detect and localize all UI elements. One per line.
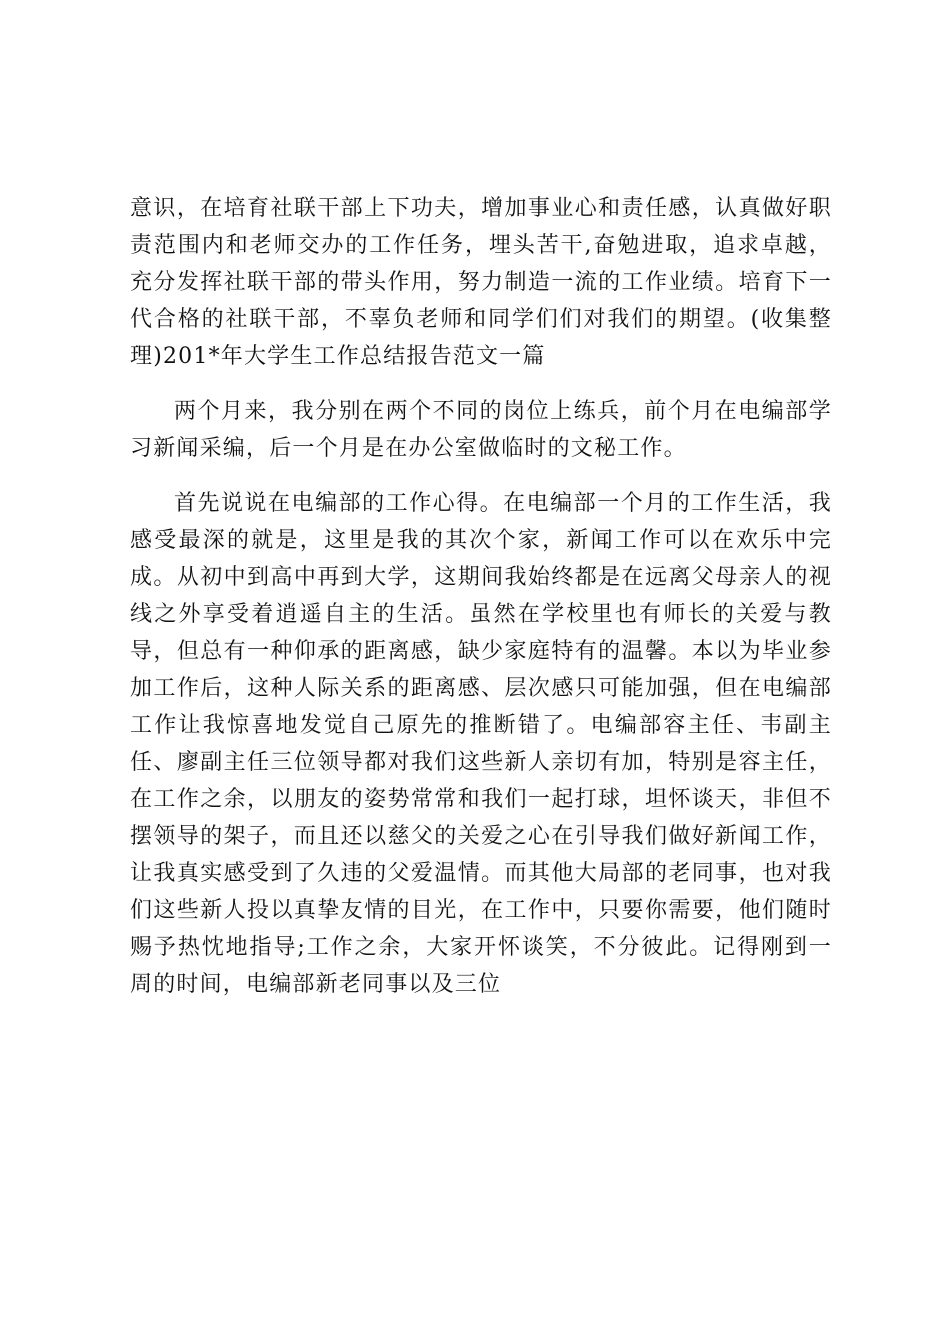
document-body [130,190,832,1021]
paragraph-3: 首先说说在电编部的工作心得。在电编部一个月的工作生活，我感受最深的就是，这里是我的其次个家，新闻工作可以在欢乐中完成。从初中到高中再到大学，这期间我始终都是在远离父母亲人的视线之外享受着逍遥自主的生活。虽然在学校里也有师长的关爱与教导，但总有一种仰承的距离感，缺少家庭特有的温馨。本以为毕业参加工作后，这种人际关系的距离感、层次感只可能加强，但在电编部工作让我惊喜地发觉自己原先的推断错了。电编部容主任、韦副主任、廖副主任三位领导都对我们这些新人亲切有加，特别是容主任，在工作之余，以朋友的姿势常常和我们一起打球，坦怀谈天，非但不摆领导的架子，而且还以慈父的关爱之心在引导我们做好新闻工作，让我真实感受到了久违的父爱温情。而其他大局部的老同事，也对我们这些新人投以真挚友情的目光，在工作中，只要你需要，他们随时赐予热忱地指导;工作之余，大家开怀谈笑，不分彼此。记得刚到一周的时间，电编部新老同事以及三位 [130,491,832,997]
paragraph-1: 意识，在培育社联干部上下功夫，增加事业心和责任感，认真做好职责范围内和老师交办的工作任务，埋头苦干,奋勉进取，追求卓越，充分发挥社联干部的带头作用，努力制造一流的工作业绩。培育下一代合格的社联干部，不辜负老师和同学们们对我们的期望。(收集整理)201*年大学生工作总结报告范文一篇 [130,196,832,369]
paragraph-2: 两个月来，我分别在两个不同的岗位上练兵，前个月在电编部学习新闻采编，后一个月是在办公室做临时的文秘工作。 [130,399,832,461]
